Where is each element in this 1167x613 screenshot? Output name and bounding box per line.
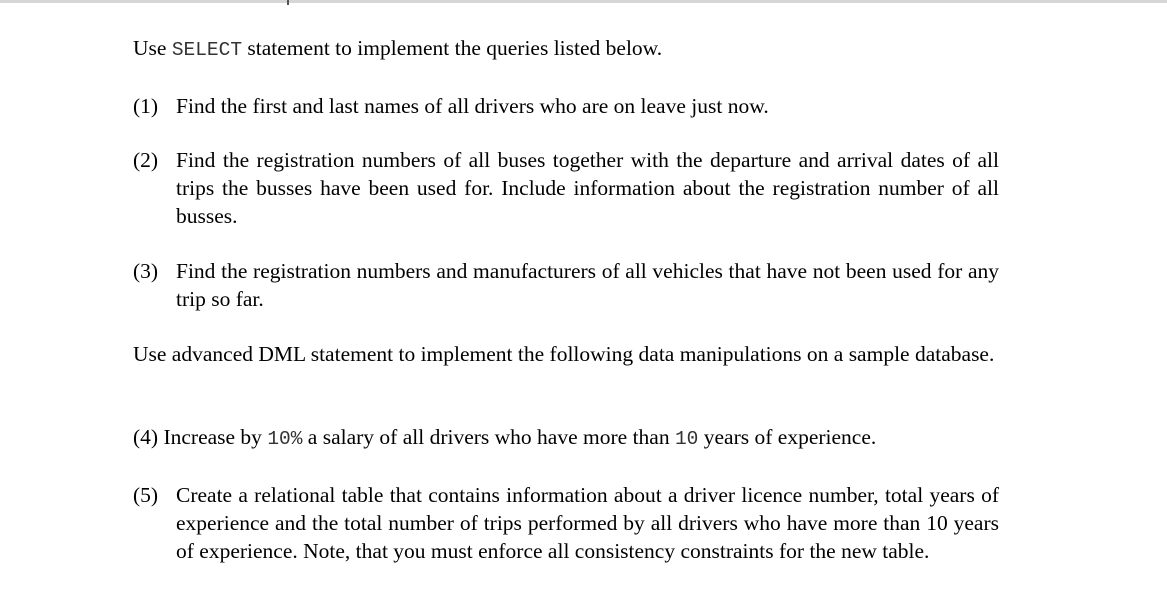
query-item-2 bbox=[133, 146, 999, 230]
years-value: 10 bbox=[674, 428, 699, 450]
dml-item-4 bbox=[133, 423, 999, 453]
dml-item-4-middle: a salary of all drivers who have more than bbox=[302, 425, 675, 449]
query-number-1: (1) bbox=[133, 94, 159, 118]
select-intro-paragraph bbox=[133, 34, 999, 64]
query-item-1 bbox=[133, 92, 999, 120]
query-number-3: (3) bbox=[133, 259, 159, 283]
page-top-border bbox=[0, 0, 1167, 3]
select-intro-prefix: Use bbox=[133, 36, 172, 60]
percent-value: 10% bbox=[267, 428, 303, 450]
dml-number-5: (5) bbox=[133, 483, 159, 507]
select-intro-suffix: statement to implement the queries listed below. bbox=[242, 36, 663, 60]
query-text-3: Find the registration numbers and manufacturers of all vehicles that have not been used for any trip so far. bbox=[176, 259, 999, 311]
select-keyword: SELECT bbox=[171, 39, 243, 61]
dml-text-5: Create a relational table that contains information about a driver licence number, total years of experience and the total number of trips performed by all drivers who have more than 10 years of experience. Note, that you must enforce all consistency constraints for the new table. bbox=[176, 483, 999, 563]
dml-item-5 bbox=[133, 481, 999, 593]
query-text-2: Find the registration numbers of all buses together with the departure and arrival dates of all trips the busses have been used for. Include information about the registration number of all busses. bbox=[176, 148, 999, 228]
dml-item-4-prefix: Increase by bbox=[158, 425, 268, 449]
page-top-tick-mark bbox=[287, 0, 289, 5]
query-item-3 bbox=[133, 257, 999, 313]
dml-item-4-suffix: years of experience. bbox=[698, 425, 877, 449]
query-number-2: (2) bbox=[133, 148, 159, 172]
query-text-1: Find the first and last names of all drivers who are on leave just now. bbox=[176, 94, 769, 118]
dml-intro-paragraph: Use advanced DML statement to implement the following data manipulations on a sample database. bbox=[133, 342, 995, 366]
dml-number-4: (4) bbox=[133, 425, 159, 449]
